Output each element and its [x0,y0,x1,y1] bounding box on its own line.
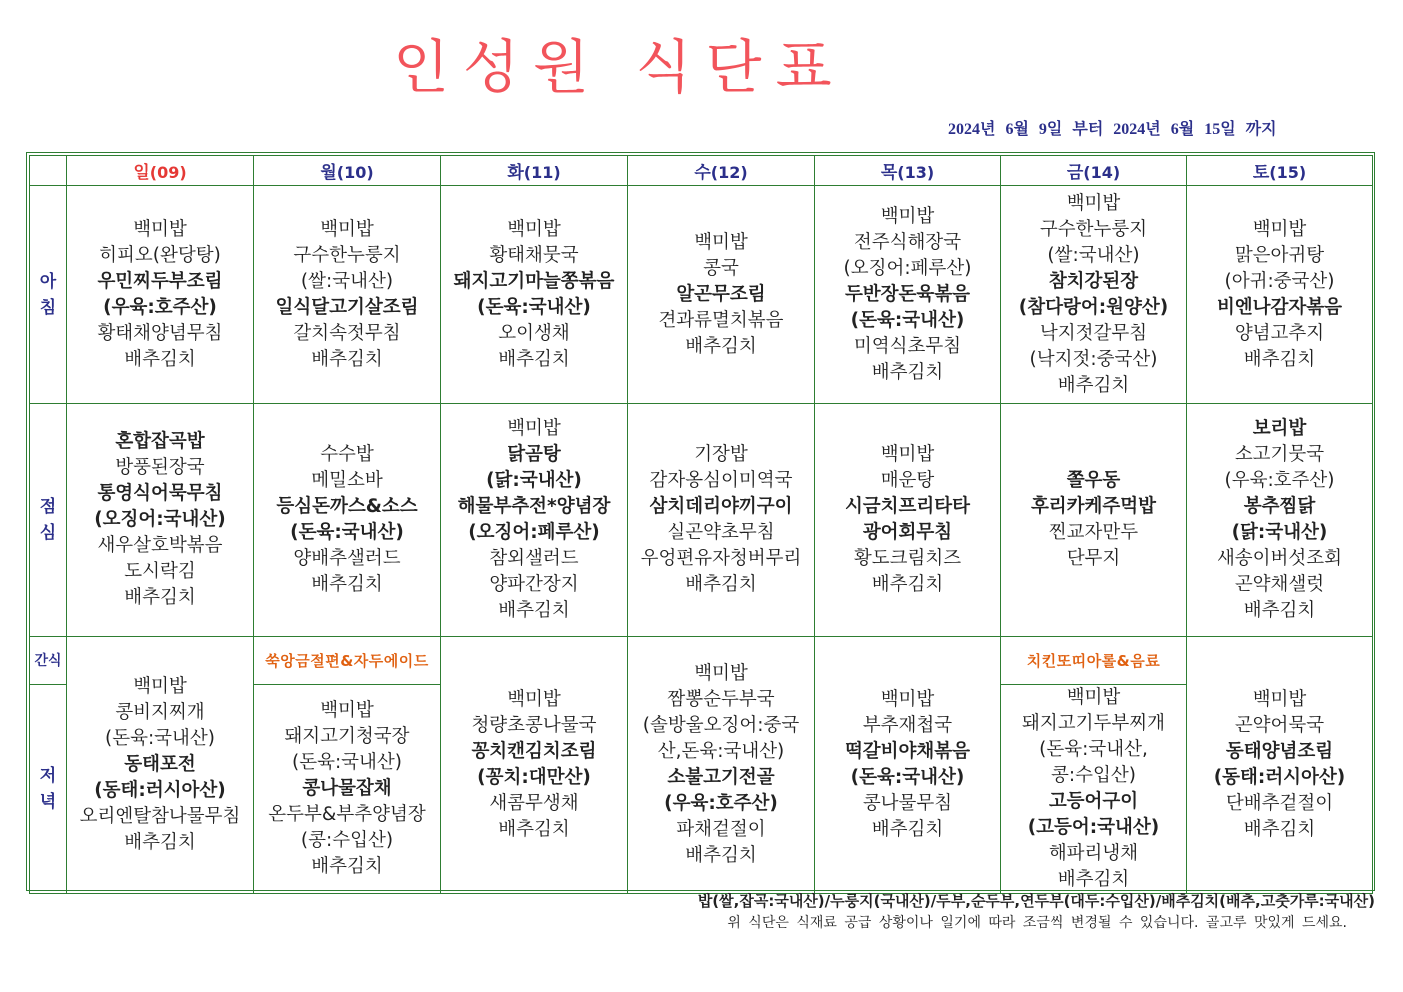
dinner-sun: 백미밥 콩비지찌개 (돈육:국내산) 동태포전 (동태:러시아산) 오리엔탈참나물무침 배추김치 [67,637,254,894]
corner-cell [30,156,67,186]
dinner-mon: 백미밥 돼지고기청국장 (돈육:국내산) 콩나물잡채 온두부&부추양념장 (콩:수입산) 배추김치 [254,685,441,894]
header-row [30,156,1373,186]
lunch-mon: 수수밥 메밀소바 등심돈까스&소스 (돈육:국내산) 양배추샐러드 배추김치 [254,404,441,637]
breakfast-mon: 백미밥 구수한누룽지 (쌀:국내산) 일식달고기살조림 갈치속젓무침 배추김치 [254,186,441,404]
dinner-sat: 백미밥 곤약어묵국 동태양념조림 (동태:러시아산) 단배추겉절이 배추김치 [1187,637,1373,894]
day-header-sun: 일(09) [67,156,254,186]
day-header-fri: 금(14) [1001,156,1187,186]
snack-row [30,637,1373,685]
weekly-menu-table [29,155,1373,894]
day-header-mon: 월(10) [254,156,441,186]
dinner-tue: 백미밥 청량초콩나물국 꽁치캔김치조림 (꽁치:대만산) 새콤무생채 배추김치 [441,637,628,894]
breakfast-sun: 백미밥 히피오(완당탕) 우민찌두부조림 (우육:호주산) 황태채양념무침 배추김치 [67,186,254,404]
notice-text: 위 식단은 식재료 공급 상황이나 일기에 따라 조금씩 변경될 수 있습니다. 골고루 맛있게 드세요. [727,915,1347,931]
day-header-thu: 목(13) [815,156,1001,186]
meal-label-snack: 간식 [30,637,67,685]
dinner-thu: 백미밥 부추재첩국 떡갈비야채볶음 (돈육:국내산) 콩나물무침 배추김치 [815,637,1001,894]
lunch-sun: 혼합잡곡밥 방풍된장국 통영식어묵무침 (오징어:국내산) 새우살호박볶음 도시락김 배추김치 [67,404,254,637]
day-header-sat: 토(15) [1187,156,1373,186]
breakfast-tue: 백미밥 황태채뭇국 돼지고기마늘쫑볶음 (돈육:국내산) 오이생채 배추김치 [441,186,628,404]
meal-label-lunch: 점 심 [30,404,67,637]
lunch-row [30,404,1373,637]
lunch-fri: 쫄우동 후리카케주먹밥 찐교자만두 단무지 [1001,404,1187,637]
breakfast-fri: 백미밥 구수한누룽지 (쌀:국내산) 참치강된장 (참다랑어:원양산) 낙지젓갈무침 (낙지젓:중국산) 배추김치 [1001,186,1187,404]
breakfast-sat: 백미밥 맑은아귀탕 (아귀:중국산) 비엔나감자볶음 양념고추지 배추김치 [1187,186,1373,404]
snack-mon: 쑥앙금절편&자두에이드 [254,637,441,685]
lunch-tue: 백미밥 닭곰탕 (닭:국내산) 해물부추전*양념장 (오징어:페루산) 참외샐러드 양파간장지 배추김치 [441,404,628,637]
dinner-fri: 백미밥 돼지고기두부찌개 (돈육:국내산, 콩:수입산) 고등어구이 (고등어:국내산) 해파리냉채 배추김치 [1001,685,1187,894]
snack-fri: 치킨또띠아롤&음료 [1001,637,1187,685]
lunch-sat: 보리밥 소고기뭇국 (우육:호주산) 봉추찜닭 (닭:국내산) 새송이버섯조회 곤약채샐럿 배추김치 [1187,404,1373,637]
breakfast-thu: 백미밥 전주식해장국 (오징어:페루산) 두반장돈육볶음 (돈육:국내산) 미역식초무침 배추김치 [815,186,1001,404]
lunch-wed: 기장밥 감자옹심이미역국 삼치데리야끼구이 실곤약초무침 우엉편유자청버무리 배추김치 [628,404,815,637]
breakfast-row [30,186,1373,404]
meal-label-breakfast: 아 침 [30,186,67,404]
origin-note: 밥(쌀,잡곡:국내산)/누룽지(국내산)/두부,순두부,연두부(대두:수입산)/배추김치(배추,고춧가루:국내산) [697,892,1375,910]
day-header-tue: 화(11) [441,156,628,186]
day-header-wed: 수(12) [628,156,815,186]
lunch-thu: 백미밥 매운탕 시금치프리타타 광어회무침 황도크림치즈 배추김치 [815,404,1001,637]
page-title: 인성원 식단표 [393,33,846,101]
dinner-wed: 백미밥 짬뽕순두부국 (솔방울오징어:중국 산,돈육:국내산) 소불고기전골 (우육:호주산) 파채겉절이 배추김치 [628,637,815,894]
menu-period: 2024년 6월 9일 부터 2024년 6월 15일 까지 [948,121,1277,138]
meal-label-dinner: 저 녁 [30,685,67,894]
breakfast-wed: 백미밥 콩국 알곤무조림 견과류멸치볶음 배추김치 [628,186,815,404]
